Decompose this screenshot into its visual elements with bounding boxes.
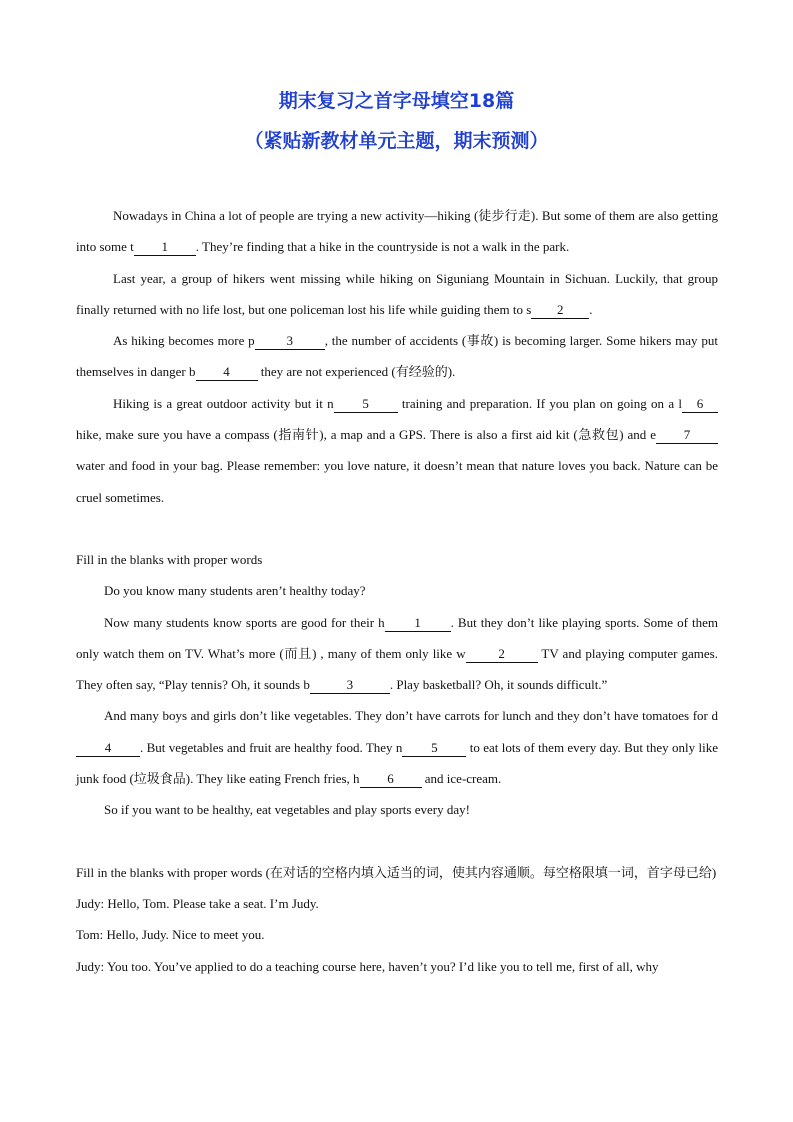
passage3-heading: Fill in the blanks with proper words (在对话的空格内填入适当的词，使其内容通顺。每空格限填一词，首字母已给) — [76, 864, 717, 880]
dialogue-line-2: Tom: Hello, Judy. Nice to meet you. — [76, 927, 265, 943]
dialogue-line-3: Judy: You too. You’ve applied to do a teaching course here, haven’t you? I’d like you to tell me, first of all, why — [76, 958, 659, 974]
page-title: 期末复习之首字母填空18篇 — [278, 90, 515, 112]
blank-2-3[interactable]: 3 — [310, 677, 390, 694]
passage2-paragraph-3: And many boys and girls don’t like vegetables. They don’t have carrots for lunch and they don’t have tomatoes for d4 . But vegetables and fruit are healthy food. They n 5 to eat lots of them every day. But they only like junk food (垃圾食品). They like eating French fries, h 6 and ice-cream. — [76, 708, 718, 787]
document-body — [76, 200, 718, 982]
passage1-paragraph-3: As hiking becomes more p 3 , the number of accidents (事故) is becoming larger. Some hikers may put themselves in danger b 4 they are not experienced (有经验的). — [76, 333, 718, 380]
page-subtitle: （紧贴新教材单元主题，期末预测） — [244, 130, 549, 152]
blank-5[interactable]: 5 — [334, 396, 398, 413]
blank-7[interactable]: 7 — [656, 427, 718, 444]
passage2-paragraph-1: Do you know many students aren’t healthy today? — [104, 583, 366, 599]
passage2-heading: Fill in the blanks with proper words — [76, 551, 263, 567]
passage2-paragraph-2: Now many students know sports are good for their h 1 . But they don’t like playing sports. Some of them only watch them on TV. What’s more (而且) , many of them only like w 2 TV and playing computer games. They often say, “Play tennis? Oh, it sounds b 3 . Play basketball? Oh, it sounds difficult.” — [76, 614, 718, 693]
blank-6[interactable]: 6 — [682, 396, 718, 413]
blank-2-6[interactable]: 6 — [360, 771, 422, 788]
blank-3[interactable]: 3 — [255, 333, 325, 350]
blank-2-2[interactable]: 2 — [466, 646, 538, 663]
blank-4[interactable]: 4 — [196, 364, 258, 381]
passage1-paragraph-4: Hiking is a great outdoor activity but it n 5 training and preparation. If you plan on going on a l 6 hike, make sure you have a compass (指南针), a map and a GPS. There is also a first aid kit (急救包) and e 7 water and food in your bag. Please remember: you love nature, it doesn’t mean that nature loves you back. Nature can be cruel sometimes. — [76, 395, 718, 505]
passage1-paragraph-1: Nowadays in China a lot of people are trying a new activity—hiking (徒步行走). But some of them are also getting into some t 1 . They’re finding that a hike in the countryside is not a walk in the park. — [76, 208, 718, 255]
blank-2-5[interactable]: 5 — [402, 740, 466, 757]
blank-2-4[interactable]: 4 — [76, 740, 140, 757]
blank-2[interactable]: 2 — [531, 302, 589, 319]
blank-2-1[interactable]: 1 — [385, 615, 451, 632]
passage2-paragraph-4: So if you want to be healthy, eat vegetables and play sports every day! — [104, 802, 470, 818]
blank-1[interactable]: 1 — [134, 239, 196, 256]
dialogue-line-1: Judy: Hello, Tom. Please take a seat. I’m Judy. — [76, 895, 319, 911]
passage1-paragraph-2: Last year, a group of hikers went missing while hiking on Siguniang Mountain in Sichuan. Luckily, that group finally returned with no life lost, but one policeman lost his life while guiding them to s 2 . — [76, 270, 718, 317]
